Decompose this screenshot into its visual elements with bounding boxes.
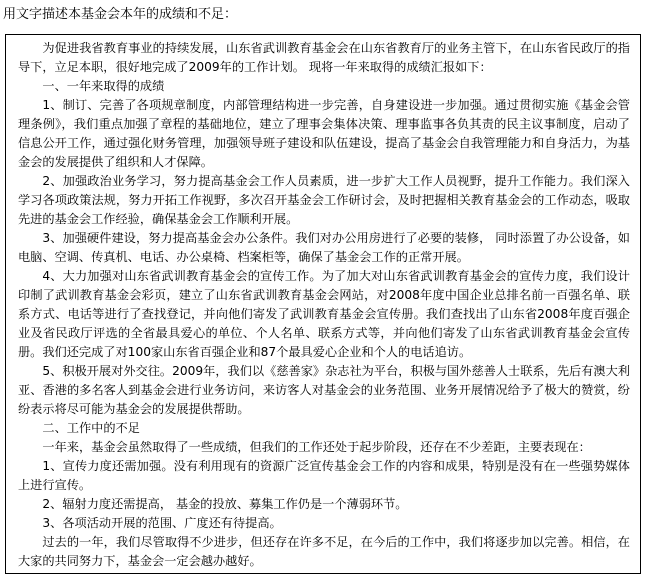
answer-paragraph-shortcoming-2: 2、辐射力度还需提高， 基金的投放、募集工作仍是一个薄弱环节。 bbox=[42, 497, 408, 511]
answer-paragraph-item-5: 5、积极开展对外交往。2009年，我们以《慈善家》杂志社为平台，积极与国外慈善人士联系，先后有澳大利亚、香港的多名客人到基金会进行业务访问，来访客人对基金会的业务范围、业务开展情况给予了极大的赞赏，纷纷表示将尽可能为基金会的发展提供帮助。 bbox=[18, 364, 630, 416]
answer-paragraph-shortcoming-1: 1、宣传力度还需加强。没有利用现有的资源广泛宣传基金会工作的内容和成果，特别是没有在一些强势媒体上进行宣传。 bbox=[18, 459, 630, 492]
answer-paragraph-intro: 为促进我省教育事业的持续发展，山东省武训教育基金会在山东省教育厅的业务主管下，在山东省民政厅的指导下，立足本职，很好地完成了2009年的工作计划。 现将一年来取得的成绩汇报如下： bbox=[18, 41, 630, 74]
answer-paragraph-conclusion: 过去的一年，我们尽管取得不少进步，但还存在许多不足，在今后的工作中，我们将逐步加以完善。相信，在大家的共同努力下，基金会一定会越办越好。 bbox=[18, 535, 630, 568]
question-prompt: 用文字描述本基金会本年的成绩和不足： bbox=[3, 7, 238, 22]
answer-text-box[interactable] bbox=[5, 34, 641, 574]
answer-paragraph-item-1: 1、制订、完善了各项规章制度，内部管理结构进一步完善，自身建设进一步加强。通过贯彻实施《基金会管理条例》，我们重点加强了章程的基础地位，建立了理事会集体决策、理事监事各负其责的民主议事制度，启动了信息公开工作，通过强化财务管理，加强领导班子建设和队伍建设，提高了基金会自我管理能力和自身活力，为基金会的发展提供了组织和人才保障。 bbox=[18, 98, 630, 169]
answer-paragraph-item-4: 4、大力加强对山东省武训教育基金会的宣传工作。为了加大对山东省武训教育基金会的宣传力度，我们设计印制了武训教育基金会彩页，建立了山东省武训教育基金会网站，对2008年度中国企业总排名前一百强名单、联系方式、电话等进行了查找登记，并向他们寄发了武训教育基金会宣传册。我们查找出了山东省2008年度百强企业及省民政厅评选的全省最具爱心的单位、个人名单、联系方式等，并向他们寄发了山东省武训教育基金会宣传册。我们还完成了对100家山东省百强企业和87个最具爱心企业和个人的电话追访。 bbox=[18, 269, 630, 359]
answer-heading-achievements: 一、一年来取得的成绩 bbox=[42, 79, 165, 93]
answer-paragraph-shortcoming-3: 3、各项活动开展的范围、广度还有待提高。 bbox=[42, 516, 282, 530]
answer-heading-shortcomings: 二、工作中的不足 bbox=[42, 421, 140, 435]
answer-paragraph-item-3: 3、加强硬件建设，努力提高基金会办公条件。我们对办公用房进行了必要的装修， 同时添置了办公设备，如电脑、空调、传真机、电话、办公桌椅、档案柜等，确保了基金会工作的正常开展。 bbox=[18, 231, 630, 264]
answer-paragraph-shortcomings-intro: 一年来，基金会虽然取得了一些成绩，但我们的工作还处于起步阶段，还存在不少差距，主要表现在： bbox=[42, 440, 591, 454]
answer-paragraph-item-2: 2、加强政治业务学习，努力提高基金会工作人员素质，进一步扩大工作人员视野，提升工作能力。我们深入学习各项政策法规，努力开拓工作视野，多次召开基金会工作研讨会，及时把握相关教育基金会的工作动态，吸取先进的基金会工作经验，确保基金会工作顺利开展。 bbox=[18, 174, 630, 226]
